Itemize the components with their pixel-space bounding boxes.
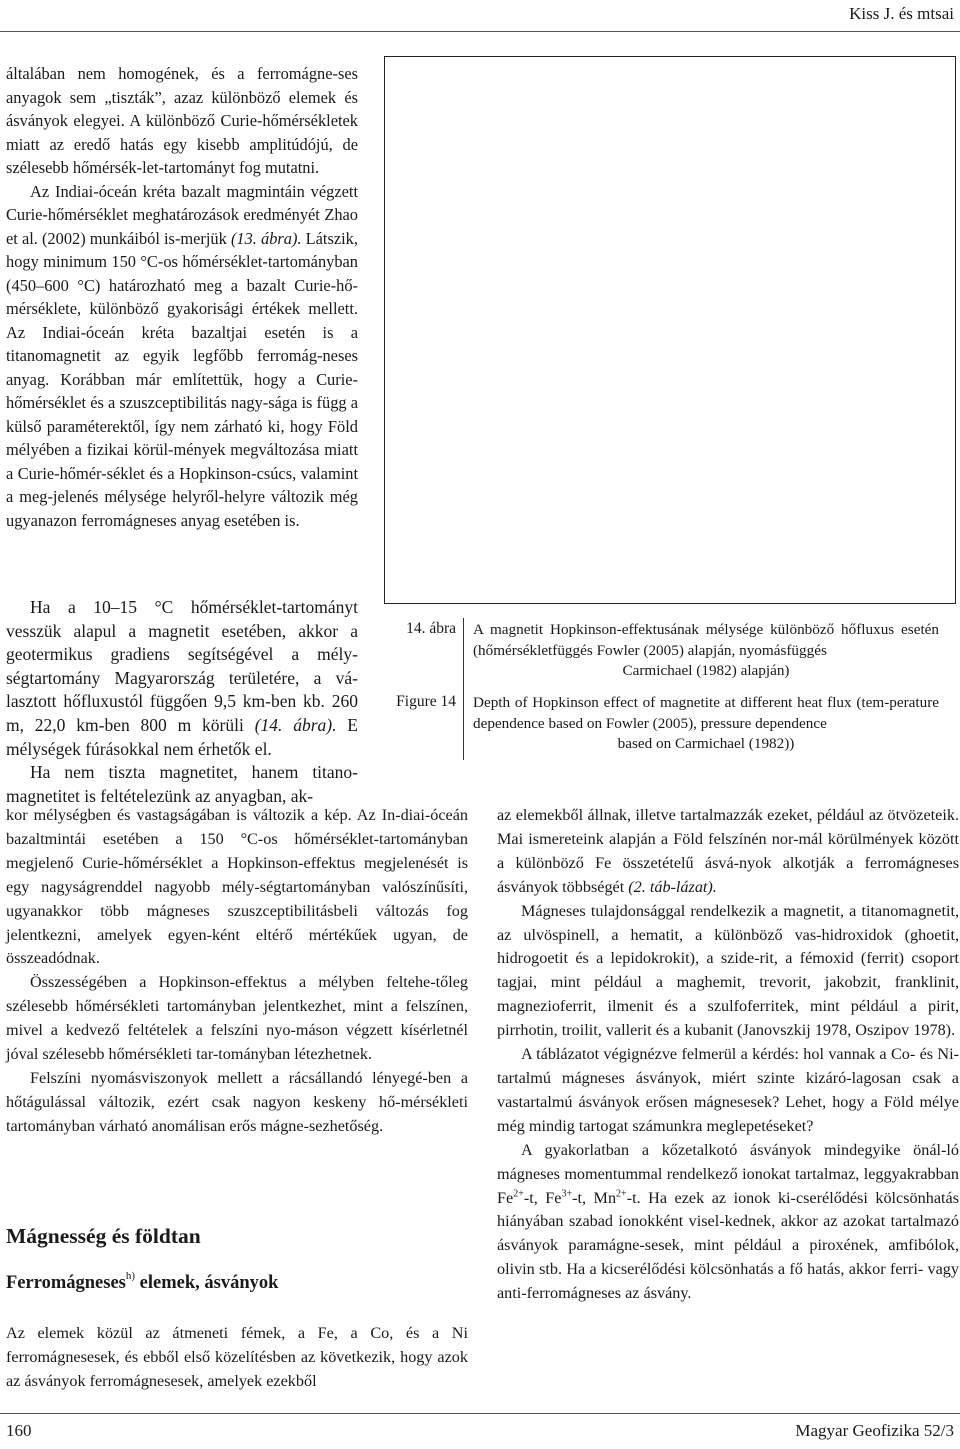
caption-text: Carmichael (1982) alapján) bbox=[622, 662, 790, 679]
page-number: 160 bbox=[6, 1421, 32, 1440]
text: az elemekből állnak, illetve tartalmazzák ezeket, például az ötvözeteik. Mai ismereteink alapján a Föld felszínén nor-mál körülmények között a különböző Fe összetételű ásvá-nyok alkotják a ferromágneses ásványok többségét bbox=[497, 806, 959, 896]
footnote-marker[interactable]: h) bbox=[125, 1270, 136, 1282]
right-column bbox=[497, 804, 959, 1306]
left-column-mid bbox=[6, 596, 358, 808]
text: elemek, ásványok bbox=[135, 1273, 279, 1294]
figure-caption-en bbox=[473, 693, 939, 755]
figure-14-image bbox=[384, 56, 956, 604]
figure-caption-hu bbox=[473, 620, 939, 682]
text: Az Indiai-óceán kréta bazalt magmintáin végzett Curie-hőmérséklet meghatározások eredményét Zhao et al. (2002) munkáiból is-merjük bbox=[6, 181, 358, 248]
text: Ferromágneses bbox=[6, 1273, 126, 1294]
paragraph: kor mélységben és vastagságában is változik a kép. Az In-diai-óceán bazaltmintái esetében a 150 °C-os hőmérséklet-tartományban megjelenő Curie-hőmérséklet a Hopkinson-effektus megjelenését is egy nagyságrenddel nagyobb mély-ségtartományban valószínűsíti, ugyanakkor több mágneses szuszceptibilitásbeli változás fog jelentkezni, amelyek egyen-ként eltérő mértékűek ugyan, de összeadódnak. bbox=[6, 806, 468, 968]
caption-text: A magnetit Hopkinson-effektusának mélysége különböző hőfluxus esetén (hőmérsékletfüggés Fowler (2005) alapján, nyomásfüggés bbox=[473, 621, 939, 659]
paragraph: Összességében a Hopkinson-effektus a mélyben feltehe-tőleg szélesebb hőmérsékleti tartományban jelentkezhet, mint a felszínen, mivel a kedvező feltételek a felszíni nyo-máson végzett kísérletnél jóval szélesebb hőmérsékleti tar-tományban létezhetnek. bbox=[6, 973, 468, 1064]
figure-label-hu: 14. ábra bbox=[406, 620, 456, 637]
ion-charge: 2+ bbox=[616, 1188, 627, 1200]
text: E mélységek fúrásokkal nem érhetők el. bbox=[6, 714, 358, 759]
paragraph: Mágneses tulajdonsággal rendelkezik a magnetit, a titanomagnetit, az ulvöspinell, a hematit, a különböző vas-hidroxidok (ghoetit, hidrogoetit és a lepidokrokit), a szide-rit, a fémoxid (ferrit) csoport tagjai, mint például a maghemit, trevorit, jakobzit, franklinit, magnezioferrit, ilmenit és a szulfoferritek, mint például a pirit, pirrhotin, troilit, vallerit és a kubanit (Janovszkij 1978, Oszipov 1978). bbox=[497, 901, 959, 1040]
ion-charge: 2+ bbox=[513, 1188, 524, 1200]
paragraph bbox=[497, 804, 959, 900]
text: -t, Mn bbox=[572, 1188, 617, 1207]
paragraph bbox=[6, 180, 358, 533]
caption-divider bbox=[463, 618, 464, 760]
text: Ha a 10–15 °C hőmérséklet-tartományt vesszük alapul a magnetit esetében, akkor a geotermikus gradiens segítségével a mély-ségtartomány Magyarország területére, a vá-lasztott hőfluxustól függően 9,5 km-ben kb. 260 m, 22,0 km-ben 800 m körüli bbox=[6, 597, 358, 735]
figure-reference[interactable]: (14. ábra). bbox=[254, 714, 337, 735]
paragraph: Ha nem tiszta magnetitet, hanem titano-magnetitet is feltételezünk az anyagban, ak- bbox=[6, 762, 358, 806]
running-head: Kiss J. és mtsai bbox=[849, 4, 954, 23]
text: -t. Ha ezek az ionok ki-cserélődési kölcsönhatás hiányában szabad ionokként visel-kednek, akkor az azokat tartalmazó ásványok paramágne-sesek, mint például a piroxének, amfibólok, olivin stb. Ha a kicserélődési kölcsönhatás a fő hatás, akkor ferri- vagy anti-ferromágneses az ásvány. bbox=[497, 1188, 959, 1303]
paragraph: Az elemek közül az átmeneti fémek, a Fe, a Co, és a Ni ferromágnesesek, és ebből első közelítésben az következik, hogy azok az ásványok ferromágnesesek, amelyek ezekből bbox=[6, 1324, 468, 1390]
caption-text: Depth of Hopkinson effect of magnetite at different heat flux (tem-perature dependence based on Fowler (2005), pressure dependence bbox=[473, 694, 939, 732]
left-column-bottom bbox=[6, 804, 468, 1139]
text: Látszik, hogy minimum 150 °C-os hőmérséklet-tartományban (450–600 °C) határozható meg a bazalt Curie-hő-mérséklete, különböző gyakorisági értékek mellett. Az Indiai-óceán kréta bazaltjai esetén is a titanomagnetit az egyik legfőbb ferromág-neses anyag. Korábban már említettük, hogy a Curie-hőmérséklet és a szuszceptibilitás nagy-sága is függ a külső paraméterektől, így nem zárható ki, hogy Föld mélyében a fizikai körül-mények megváltozása miatt a Curie-hőmér-séklet és a Hopkinson-csúcs, valamint a meg-jelenés mélysége helyről-helyre változik még ugyanazon ferromágneses anyag esetében is. bbox=[6, 228, 358, 530]
text: -t, Fe bbox=[523, 1188, 562, 1207]
journal-name: Magyar Geofizika 52/3 bbox=[795, 1421, 954, 1440]
left-column-final bbox=[6, 1322, 468, 1394]
footer-rule bbox=[0, 1413, 960, 1414]
subsection-title bbox=[6, 1272, 278, 1294]
ion-charge: 3+ bbox=[561, 1188, 573, 1200]
figure-label-en: Figure 14 bbox=[396, 693, 456, 710]
paragraph: általában nem homogének, és a ferromágne-ses anyagok sem „tiszták”, azaz különböző elemek és ásványok elegyei. A különböző Curie-hőmérsékletek miatt az eredő hatás egy kisebb amplitúdójú, de szélesebb hőmérsék-let-tartományt fog mutatni. bbox=[6, 64, 358, 177]
text: A gyakorlatban a kőzetalkotó ásványok mindegyike önál-ló mágneses momentummal rendelkező ionokat tartalmaz, leggyakrabban Fe bbox=[497, 1140, 959, 1207]
caption-text: based on Carmichael (1982)) bbox=[617, 735, 795, 752]
paragraph: Felszíni nyomásviszonyok mellett a rácsállandó lényegé-ben a hőtágulással változik, ezért csak nagyon keskeny hő-mérsékleti tartományban várható anomálisan erős mágne-sezhetőség. bbox=[6, 1068, 468, 1135]
table-reference[interactable]: (2. táb-lázat). bbox=[628, 877, 717, 896]
left-column-top bbox=[6, 62, 358, 532]
paragraph bbox=[497, 1139, 959, 1306]
header-rule bbox=[0, 31, 960, 32]
paragraph: A táblázatot végignézve felmerül a kérdés: hol vannak a Co- és Ni-tartalmú mágneses ásványok, miért szinte kizáró-lagosan csak a vastartalmú ásványok erősen mágnesesek? Lehet, hogy a Föld mélye még mindig tartogat számunkra meglepetéseket? bbox=[497, 1045, 959, 1135]
paragraph bbox=[6, 596, 358, 761]
section-title: Mágnesség és földtan bbox=[6, 1224, 201, 1248]
figure-reference[interactable]: (13. ábra). bbox=[230, 228, 302, 248]
